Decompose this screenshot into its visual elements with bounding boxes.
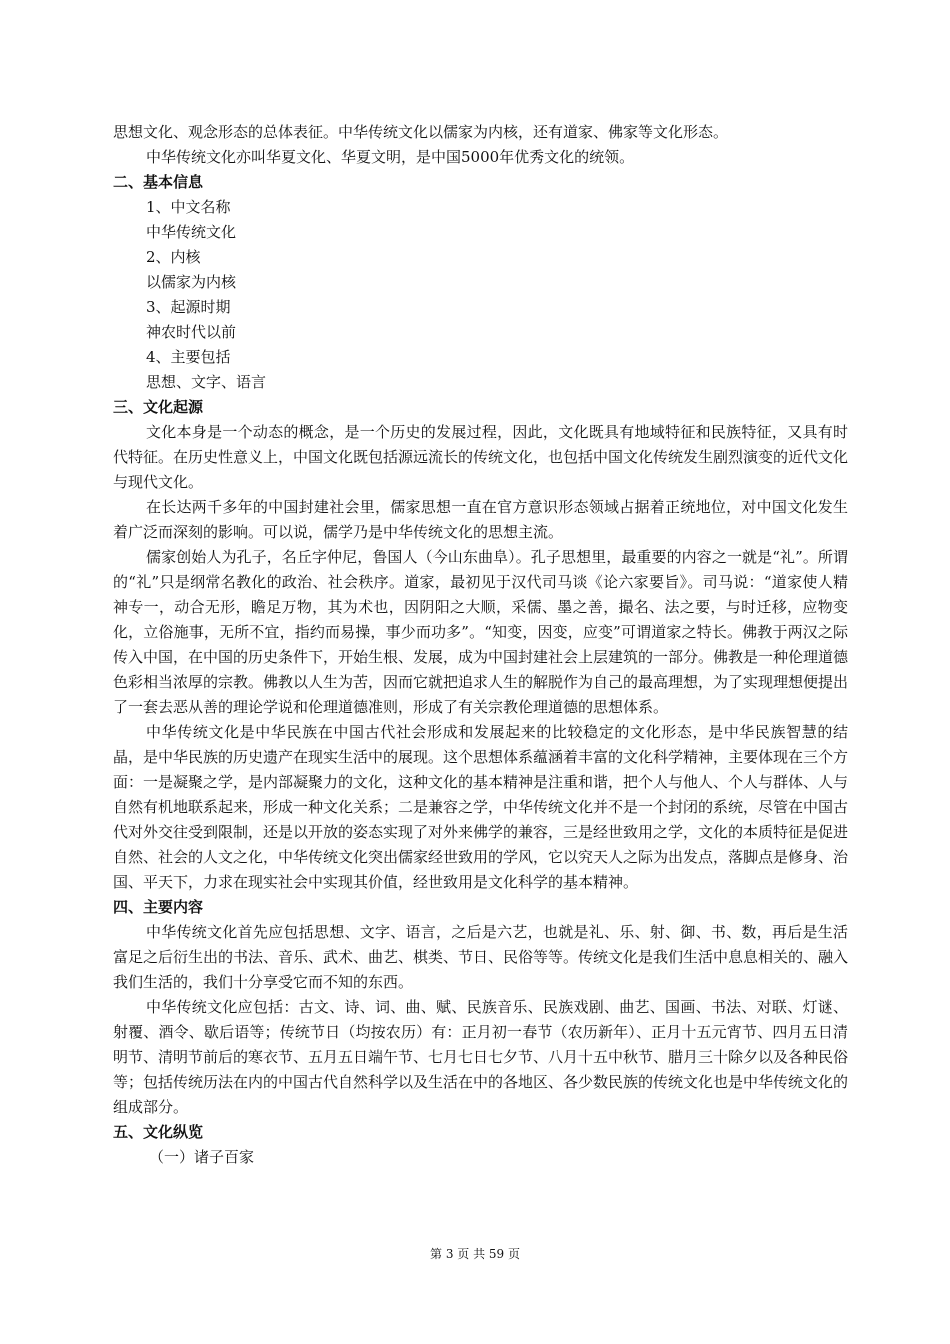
subsection-heading: （一）诸子百家: [149, 1148, 255, 1166]
content-paragraph: 中华传统文化应包括：古文、诗、词、曲、赋、民族音乐、民族戏剧、曲艺、国画、书法、对联、灯谜、射覆、酒令、歇后语等；传统节日（均按农历）有：正月初一春节（农历新年）、正月十五元宵节、四月五日清明节、清明节前后的寒衣节、五月五日端午节、七月七日七夕节、八月十五中秋节、腊月三十除夕以及各种民俗等；包括传统历法在内的中国古代自然科学以及生活在中的各地区、各少数民族的传统文化也是中华传统文化的组成部分。: [113, 998, 849, 1116]
info-item: 1、中文名称: [146, 198, 231, 216]
section-heading-main-content: 四、主要内容: [113, 898, 204, 916]
content-paragraph: 中华传统文化首先应包括思想、文字、语言，之后是六艺，也就是礼、乐、射、御、书、数，再后是生活富足之后衍生出的书法、音乐、武术、曲艺、棋类、节日、民俗等等。传统文化是我们生活中息息相关的、融入我们生活的，我们十分享受它而不知的东西。: [113, 923, 849, 991]
info-item: 以儒家为内核: [146, 273, 237, 291]
info-item: 3、起源时期: [146, 298, 231, 316]
page-number-footer: 第 3 页 共 59 页: [430, 1247, 520, 1261]
origin-paragraph: 文化本身是一个动态的概念，是一个历史的发展过程，因此，文化既具有地域特征和民族特征，又具有时代特征。在历史性意义上，中国文化既包括源远流长的传统文化，也包括中国文化传统发生剧烈演变的近代文化与现代文化。: [113, 423, 849, 491]
section-heading-origin: 三、文化起源: [113, 398, 204, 416]
info-item: 中华传统文化: [146, 223, 237, 241]
origin-paragraph: 中华传统文化是中华民族在中国古代社会形成和发展起来的比较稳定的文化形态，是中华民族智慧的结晶，是中华民族的历史遗产在现实生活中的展现。这个思想体系蕴涵着丰富的文化科学精神，主要体现在三个方面：一是凝聚之学，是内部凝聚力的文化，这种文化的基本精神是注重和谐，把个人与他人、个人与群体、人与自然有机地联系起来，形成一种文化关系；二是兼容之学，中华传统文化并不是一个封闭的系统，尽管在中国古代对外交往受到限制，还是以开放的姿态实现了对外来佛学的兼容，三是经世致用之学，文化的本质特征是促进自然、社会的人文之化，中华传统文化突出儒家经世致用的学风，它以究天人之际为出发点，落脚点是修身、治国、平天下，力求在现实社会中实现其价值，经世致用是文化科学的基本精神。: [113, 723, 849, 891]
origin-paragraph: 儒家创始人为孔子，名丘字仲尼，鲁国人（今山东曲阜）。孔子思想里，最重要的内容之一就是“礼”。所谓的“礼”只是纲常名教化的政治、社会秩序。道家，最初见于汉代司马谈《论六家要旨》。司马说：“道家使人精神专一，动合无形，瞻足万物，其为术也，因阴阳之大顺，采儒、墨之善，撮名、法之要，与时迁移，应物变化，立俗施事，无所不宜，指约而易操，事少而功多”。“知变，因变，应变”可谓道家之特长。佛教于两汉之际传入中国，在中国的历史条件下，开始生根、发展，成为中国封建社会上层建筑的一部分。佛教是一种伦理道德色彩相当浓厚的宗教。佛教以人生为苦，因而它就把追求人生的解脱作为自己的最高理想，为了实现理想便提出了一套去恶从善的理论学说和伦理道德准则，形成了有关宗教伦理道德的思想体系。: [113, 548, 849, 716]
info-item: 4、主要包括: [146, 348, 231, 366]
origin-paragraph: 在长达两千多年的中国封建社会里，儒家思想一直在官方意识形态领域占据着正统地位，对中国文化发生着广泛而深刻的影响。可以说，儒学乃是中华传统文化的思想主流。: [113, 498, 848, 541]
intro-paragraph-2: 中华传统文化亦叫华夏文化、华夏文明，是中国5000年优秀文化的统领。: [146, 148, 635, 166]
section-heading-basic-info: 二、基本信息: [113, 173, 204, 191]
info-item: 思想、文字、语言: [146, 373, 267, 391]
document-page: [113, 120, 848, 1170]
section-heading-overview: 五、文化纵览: [113, 1123, 204, 1141]
info-item: 神农时代以前: [146, 323, 237, 341]
info-item: 2、内核: [146, 248, 201, 266]
intro-paragraph-1: 思想文化、观念形态的总体表征。中华传统文化以儒家为内核，还有道家、佛家等文化形态。: [113, 123, 729, 141]
